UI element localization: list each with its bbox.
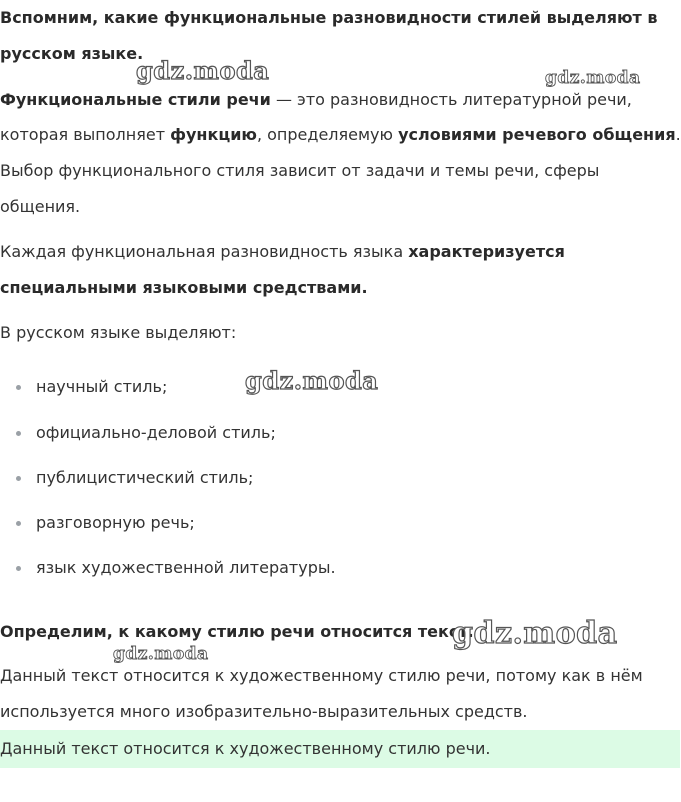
- answer-text: Данный текст относится к художественному стилю речи.: [0, 739, 491, 758]
- list-item: публицистический стиль;: [36, 468, 254, 487]
- task-line1: Данный текст относится к художественному стилю речи, потому как в нём: [0, 666, 643, 685]
- list-item: язык художественной литературы.: [36, 558, 336, 577]
- bullet-icon: [16, 566, 21, 571]
- watermark-logo: gdz.moda: [245, 366, 379, 395]
- intro-heading-line2: русском языке.: [0, 44, 144, 63]
- definition-line3: Выбор функционального стиля зависит от задачи и темы речи, сферы: [0, 161, 600, 180]
- watermark-logo: gdz.moda: [452, 616, 618, 651]
- list-item: разговорную речь;: [36, 513, 195, 532]
- features-line1: Каждая функциональная разновидность языка характеризуется: [0, 242, 565, 261]
- bullet-icon: [16, 476, 21, 481]
- answer-box: [0, 730, 680, 768]
- task-line2: используется много изобразительно-выразительных средств.: [0, 702, 528, 721]
- intro-heading-line1: Вспомним, какие функциональные разновидности стилей выделяют в: [0, 8, 658, 27]
- definition-line1: Функциональные стили речи — это разновидность литературной речи,: [0, 90, 632, 109]
- definition-line2: которая выполняет функцию, определяемую условиями речевого общения.: [0, 125, 681, 144]
- task-heading: Определим, к какому стилю речи относится текст.: [0, 622, 474, 641]
- list-intro: В русском языке выделяют:: [0, 323, 237, 342]
- bullet-icon: [16, 521, 21, 526]
- watermark-logo: gdz.moda: [545, 68, 641, 88]
- features-line2: специальными языковыми средствами.: [0, 278, 368, 297]
- list-item: официально-деловой стиль;: [36, 423, 276, 442]
- definition-line4: общения.: [0, 197, 81, 216]
- bullet-icon: [16, 431, 21, 436]
- bullet-icon: [16, 385, 21, 390]
- watermark-logo: gdz.moda: [113, 644, 209, 664]
- watermark-logo: gdz.moda: [136, 56, 270, 85]
- list-item: научный стиль;: [36, 377, 168, 396]
